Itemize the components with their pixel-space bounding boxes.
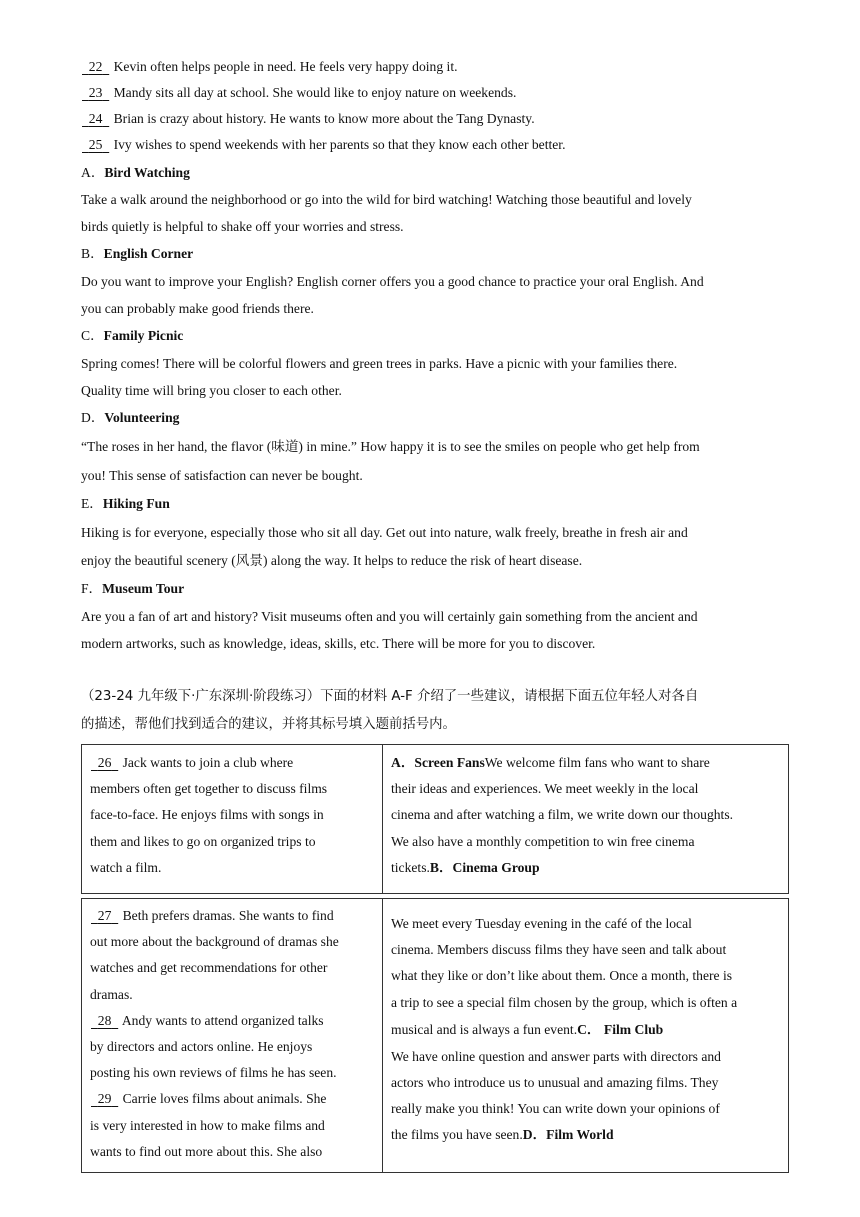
option-title: A．Screen Fans	[391, 755, 485, 770]
option-c	[81, 322, 781, 404]
option-body-line: their ideas and experiences. We meet weekly in the local	[391, 781, 699, 797]
answer-blank[interactable]: 24	[88, 111, 103, 126]
option-body-line: musical and is always a fun event.	[391, 1021, 578, 1037]
question-text: members often get together to discuss films	[90, 781, 328, 797]
option-letter: F．	[81, 581, 103, 596]
option-body-line: a trip to see a special film chosen by the group, which is often a	[391, 994, 738, 1010]
option-body-line: We have online question and answer parts with directors and	[391, 1048, 721, 1064]
question-text: Carrie loves films about animals. She	[122, 1091, 327, 1107]
question-item-25	[81, 132, 781, 158]
answer-blank[interactable]: 26	[97, 755, 112, 770]
options-list	[81, 159, 781, 657]
option-e	[81, 490, 781, 574]
option-body-line: We welcome film fans who want to share	[484, 755, 710, 770]
option-body-line: “The roses in her hand, the flavor (味道) in mine.” How happy it is to see the smiles on people who get help from	[81, 439, 700, 454]
option-body-line: actors who introduce us to unusual and amazing films. They	[391, 1075, 719, 1091]
answer-blank[interactable]: 23	[88, 85, 103, 100]
question-text: watches and get recommendations for other	[90, 960, 328, 976]
table-cell-left	[82, 899, 383, 1173]
question-text: by directors and actors online. He enjoys	[90, 1039, 313, 1055]
option-body-line: really make you think! You can write down your opinions of	[391, 1101, 720, 1117]
option-body-line: Hiking is for everyone, especially those who sit all day. Get out into nature, walk freely, breathe in fresh air and	[81, 525, 688, 540]
option-title: English Corner	[103, 246, 194, 261]
option-title: B．Cinema Group	[429, 859, 540, 875]
option-body-line: cinema. Members discuss films they have seen and talk about	[391, 942, 727, 958]
option-body-line: tickets.	[391, 859, 430, 875]
question-item-24	[81, 106, 781, 132]
question-text: Jack wants to join a club where	[122, 755, 294, 770]
question-text: wants to find out more about this. She also	[90, 1143, 323, 1159]
question-text: them and likes to go on organized trips to	[90, 833, 316, 849]
question-text: out more about the background of dramas she	[90, 934, 339, 950]
option-body-line: Spring comes! There will be colorful flowers and green trees in parks. Have a picnic with your families there.	[81, 356, 678, 371]
option-title: Museum Tour	[102, 581, 185, 596]
question-text: watch a film.	[90, 859, 162, 875]
option-letter: D．	[81, 410, 105, 425]
question-text: posting his own reviews of films he has seen.	[90, 1065, 337, 1081]
question-text: Ivy wishes to spend weekends with her parents so that they know each other better.	[113, 137, 566, 152]
option-body-line: what they like or don’t like about them. Once a month, there is	[391, 968, 733, 984]
matching-table-2	[81, 898, 789, 1173]
question-item-22	[81, 54, 781, 80]
option-title: Volunteering	[104, 410, 180, 425]
question-list-top	[81, 54, 781, 158]
question-text: face-to-face. He enjoys films with songs in	[90, 807, 324, 823]
answer-blank[interactable]: 28	[97, 1012, 112, 1028]
answer-blank[interactable]: 25	[88, 137, 103, 152]
option-body-line: Are you a fan of art and history? Visit museums often and you will certainly gain something from the ancient and	[81, 609, 698, 624]
table-cell-right	[383, 745, 789, 894]
question-text: Kevin often helps people in need. He feels very happy doing it.	[113, 59, 458, 74]
option-title: Bird Watching	[104, 165, 190, 180]
option-body-line: you can probably make good friends there.	[81, 301, 314, 316]
option-d	[81, 404, 781, 490]
option-body-line: enjoy the beautiful scenery (风景) along the way. It helps to reduce the risk of heart disease.	[81, 553, 583, 568]
option-body-line: birds quietly is helpful to shake off your worries and stress.	[81, 219, 404, 234]
option-letter: C．	[81, 328, 104, 343]
option-body-line: Take a walk around the neighborhood or go into the wild for bird watching! Watching those beautiful and lovely	[81, 192, 692, 207]
table-cell-left	[82, 745, 383, 894]
question-text: Brian is crazy about history. He wants to know more about the Tang Dynasty.	[113, 111, 535, 126]
option-body-line: the films you have seen.	[391, 1127, 523, 1143]
answer-blank[interactable]: 27	[97, 908, 112, 923]
answer-blank[interactable]: 22	[88, 59, 103, 74]
option-letter: B．	[81, 246, 104, 261]
option-letter: E．	[81, 496, 103, 511]
option-body-line: cinema and after watching a film, we write down our thoughts.	[391, 807, 734, 823]
option-body-line: Do you want to improve your English? English corner offers you a good chance to practice your oral English. And	[81, 274, 704, 289]
instruction-line: （23-24 九年级下·广东深圳·阶段练习）下面的材料 A-F 介绍了一些建议，请根据下面五位年轻人对各自	[81, 689, 699, 704]
option-body-line: modern artworks, such as knowledge, ideas, skills, etc. There will be more for you to discover.	[81, 636, 596, 651]
question-item-23	[81, 80, 781, 106]
answer-blank[interactable]: 29	[97, 1091, 112, 1107]
question-text: Beth prefers dramas. She wants to find	[122, 908, 334, 923]
question-text: Andy wants to attend organized talks	[121, 1012, 324, 1028]
table-cell-right	[383, 899, 789, 1173]
option-body-line: you! This sense of satisfaction can never be bought.	[81, 468, 363, 483]
option-b	[81, 240, 781, 322]
option-body-line: We also have a monthly competition to win free cinema	[391, 833, 695, 849]
option-f	[81, 574, 781, 657]
option-a	[81, 159, 781, 240]
option-body-line: Quality time will bring you closer to each other.	[81, 383, 342, 398]
option-title: Family Picnic	[103, 328, 184, 343]
question-text: dramas.	[90, 986, 133, 1002]
option-title: C． Film Club	[577, 1021, 664, 1037]
option-title: D．Film World	[522, 1127, 614, 1143]
matching-table-1	[81, 744, 789, 894]
instruction-line: 的描述，帮他们找到适合的建议，并将其标号填入题前括号内。	[81, 717, 456, 732]
option-letter: A．	[81, 165, 105, 180]
instruction	[81, 683, 791, 739]
question-text: Mandy sits all day at school. She would like to enjoy nature on weekends.	[113, 85, 517, 100]
option-body-line: We meet every Tuesday evening in the café of the local	[391, 916, 692, 931]
option-title: Hiking Fun	[102, 496, 170, 511]
question-text: is very interested in how to make films and	[90, 1117, 325, 1133]
